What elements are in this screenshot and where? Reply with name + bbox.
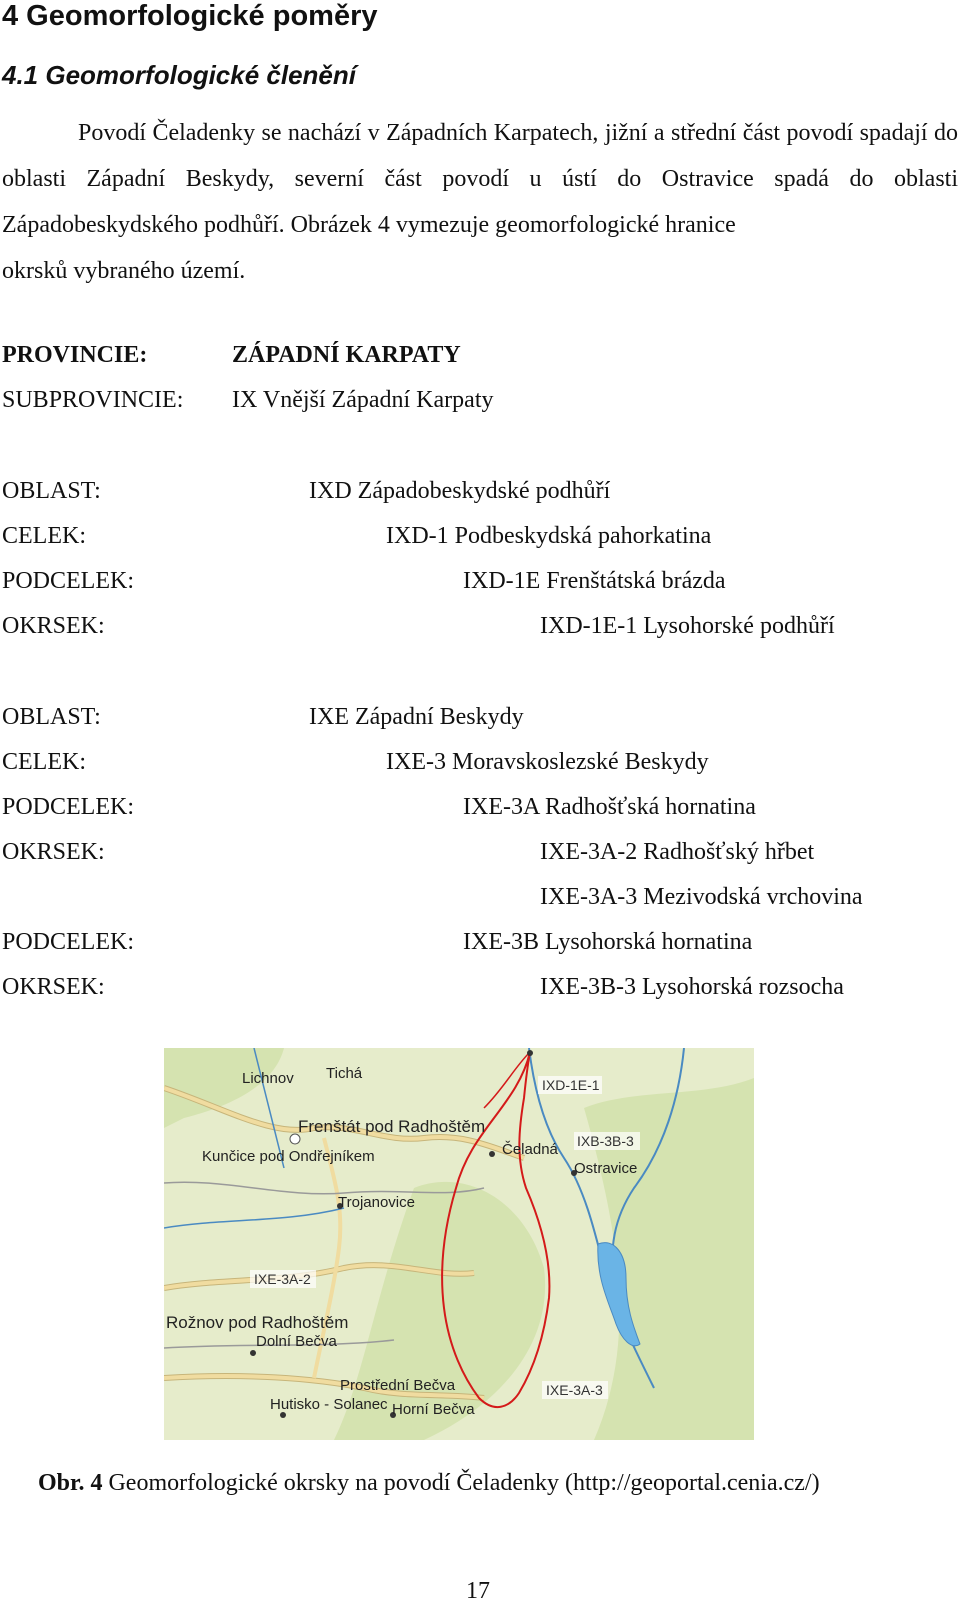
paragraph-line-1: Povodí Čeladenky se nachází v Západních Karpatech, jižní a střední část povodí [78, 120, 854, 146]
map-label-ticha: Tichá [326, 1065, 363, 1082]
paragraph-line-4: okrsků vybraného území. [2, 258, 246, 284]
block2-okrsek-b-label: OKRSEK: [2, 974, 105, 1000]
block2-podcelek-a-label: PODCELEK: [2, 794, 134, 820]
block1-okrsek-label: OKRSEK: [2, 613, 105, 639]
page-number: 17 [466, 1578, 490, 1604]
paragraph-line-2: spadají do oblasti Západní Beskydy, severní část povodí u ústí do Ostravice spadá do [2, 120, 959, 192]
town-marker [527, 1050, 533, 1056]
block1-oblast-value: IXD Západobeskydské podhůří [309, 478, 611, 504]
block1-celek-value: IXD-1 Podbeskydská pahorkatina [386, 523, 712, 549]
block1-okrsek-value: IXD-1E-1 Lysohorské podhůří [540, 613, 835, 639]
block2-celek-value: IXE-3 Moravskoslezské Beskydy [386, 749, 709, 775]
page-heading: 4 Geomorfologické poměry [2, 0, 378, 32]
map-label-ixd1e1: IXD-1E-1 [542, 1077, 600, 1093]
paragraph-line-3: oblasti Západobeskydského podhůří. Obrázek 4 vymezuje geomorfologické hranice [2, 166, 958, 238]
subprovince-value: IX Vnější Západní Karpaty [232, 387, 494, 413]
block1-podcelek-label: PODCELEK: [2, 568, 134, 594]
intro-paragraph [2, 110, 958, 294]
town-marker [250, 1350, 256, 1356]
block2-okrsek-a3-value: IXE-3A-3 Mezivodská vrchovina [540, 884, 863, 910]
block2-oblast-label: OBLAST: [2, 704, 101, 730]
map-label-roznov: Rožnov pod Radhoštěm [166, 1313, 349, 1332]
map-label-frenstat: Frenštát pod Radhoštěm [298, 1117, 486, 1136]
map-label-hutisko: Hutisko - Solanec [270, 1396, 388, 1413]
province-value: ZÁPADNÍ KARPATY [232, 342, 461, 368]
block2-okrsek-a-label: OKRSEK: [2, 839, 105, 865]
block1-podcelek-value: IXD-1E Frenštátská brázda [463, 568, 726, 594]
block1-oblast-label: OBLAST: [2, 478, 101, 504]
province-label: PROVINCIE: [2, 342, 148, 368]
map-label-ostravice: Ostravice [574, 1160, 638, 1177]
block2-podcelek-b-value: IXE-3B Lysohorská hornatina [463, 929, 753, 955]
block2-podcelek-a-value: IXE-3A Radhošťská hornatina [463, 794, 756, 820]
map-label-ixe3a3: IXE-3A-3 [546, 1382, 603, 1398]
subprovince-label: SUBPROVINCIE: [2, 387, 184, 413]
section-subheading: 4.1 Geomorfologické členění [2, 60, 356, 90]
block2-celek-label: CELEK: [2, 749, 86, 775]
block2-oblast-value: IXE Západní Beskydy [309, 704, 524, 730]
block1-celek-label: CELEK: [2, 523, 86, 549]
caption-text: Geomorfologické okrsky na povodí Čeladenky (http://geoportal.cenia.cz/) [102, 1470, 820, 1496]
block2-podcelek-b-label: PODCELEK: [2, 929, 134, 955]
map-label-dolni-becva: Dolní Bečva [256, 1333, 337, 1350]
map-label-ixe3a2: IXE-3A-2 [254, 1271, 311, 1287]
block2-okrsek-a2-value: IXE-3A-2 Radhošťský hřbet [540, 839, 815, 865]
map-label-lichnov: Lichnov [242, 1070, 294, 1087]
geomorphology-map [164, 1048, 754, 1440]
map-label-ixb3b3: IXB-3B-3 [577, 1133, 634, 1149]
caption-prefix: Obr. 4 [38, 1470, 103, 1496]
figure-caption [38, 1470, 820, 1497]
map-label-kuncice: Kunčice pod Ondřejníkem [202, 1148, 375, 1165]
map-label-prostredni-becva: Prostřední Bečva [340, 1377, 456, 1394]
town-marker [489, 1151, 495, 1157]
map-canvas [164, 1048, 754, 1440]
map-label-horni-becva: Horní Bečva [392, 1401, 475, 1418]
map-label-celadna: Čeladná [502, 1141, 558, 1158]
block2-okrsek-b3-value: IXE-3B-3 Lysohorská rozsocha [540, 974, 844, 1000]
map-label-trojanovice: Trojanovice [338, 1194, 415, 1211]
